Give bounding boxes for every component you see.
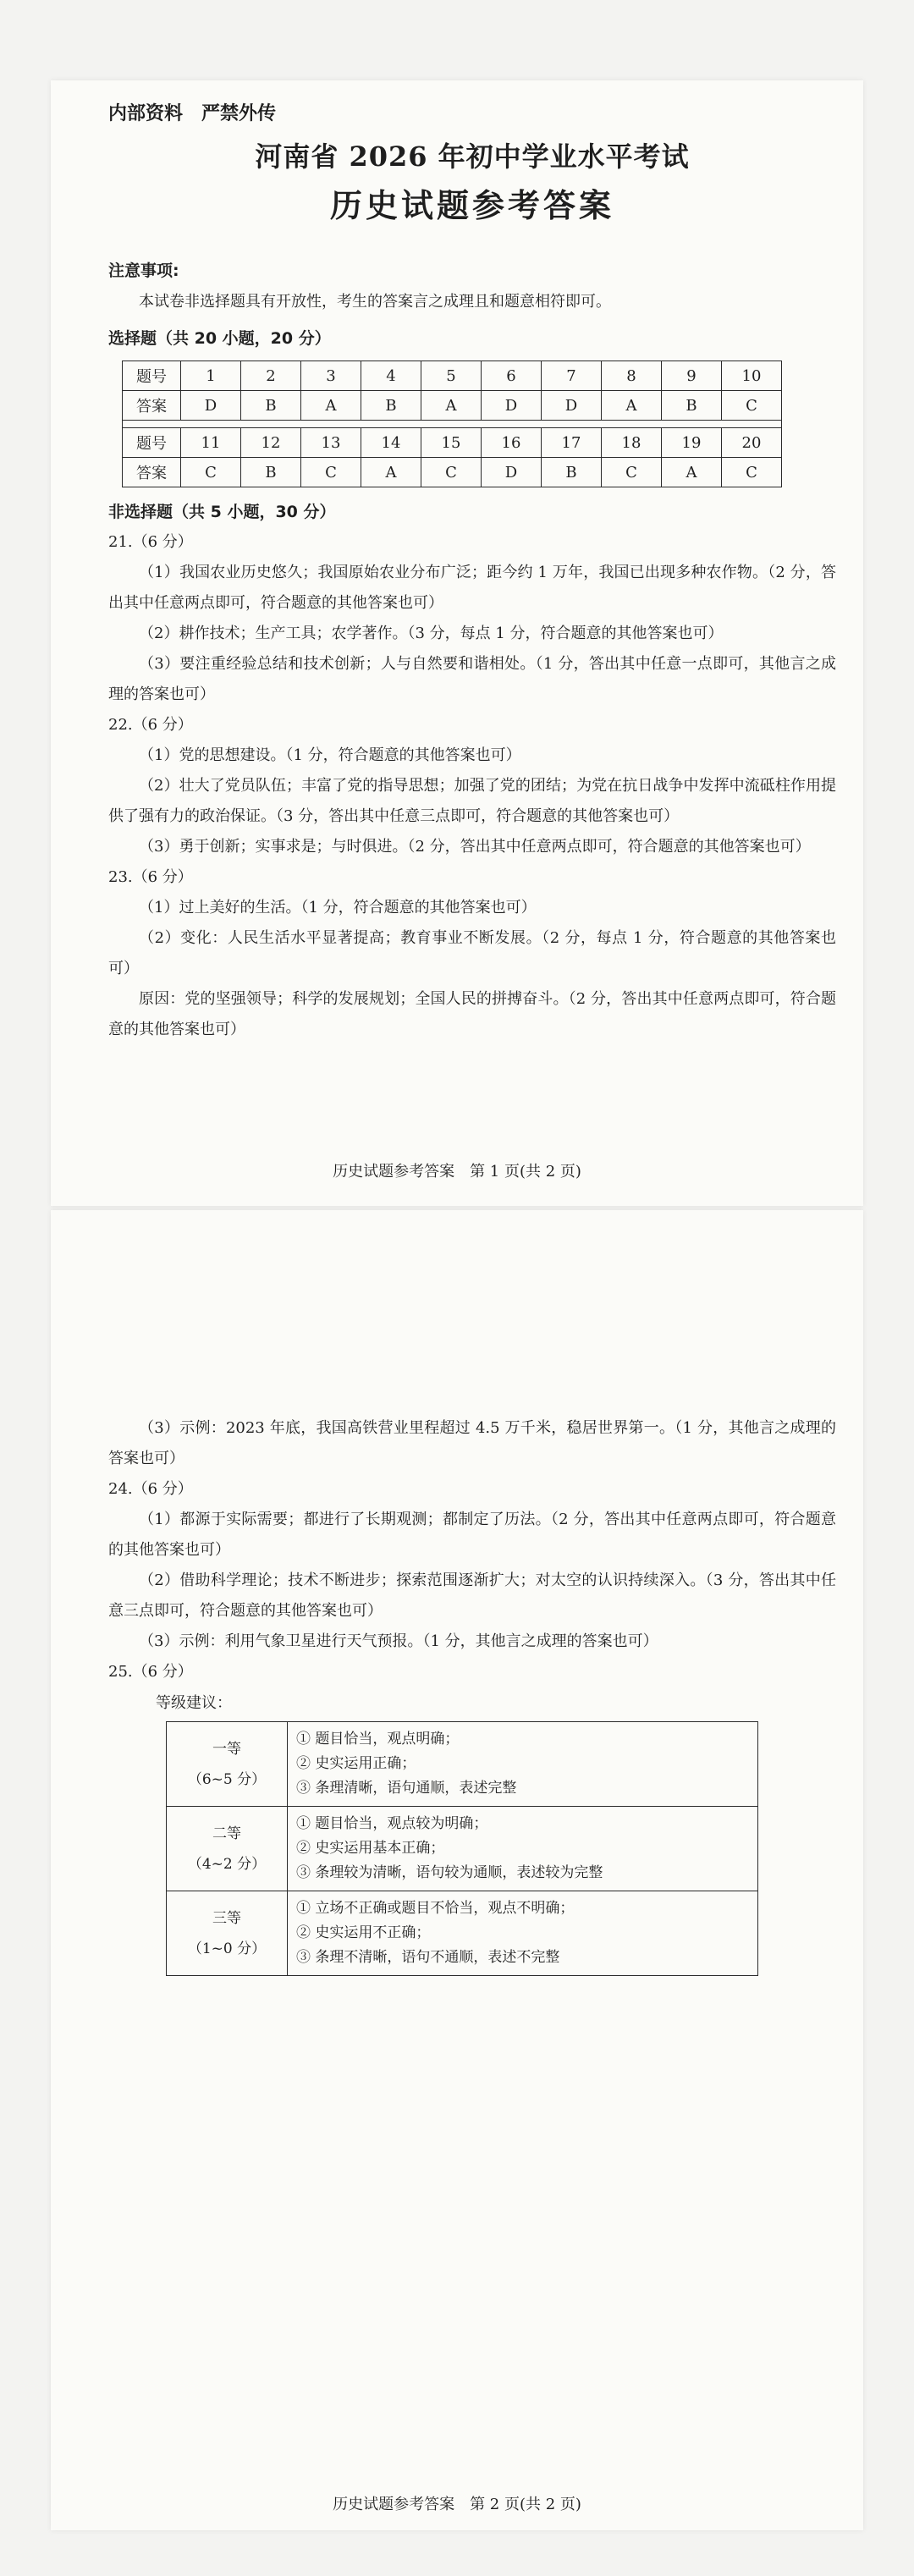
criterion: ③ 条理清晰，语句通顺，表述完整: [296, 1780, 517, 1797]
mc-answer: C: [421, 458, 482, 487]
mc-answer-row: [123, 458, 782, 487]
mc-number: 16: [482, 428, 542, 458]
q22-answer-2: （2）壮大了党员队伍；丰富了党的指导思想；加强了党的团结；为党在抗日战争中发挥中流砥柱作用提供了强有力的政治保证。（3 分，答出其中任意三点即可，符合题意的其他答案也可）: [108, 777, 836, 826]
q22-answer-3: （3）勇于创新；实事求是；与时俱进。（2 分，答出其中任意两点即可，符合题意的其他答案也可）: [139, 838, 811, 856]
criterion: ② 史实运用正确；: [296, 1755, 416, 1772]
mc-answer-row: [123, 391, 782, 421]
mc-answer: C: [301, 458, 361, 487]
grade-row: [167, 1891, 758, 1976]
grade-criteria: [288, 1807, 758, 1891]
mc-number: 20: [722, 428, 782, 458]
mc-answer: B: [662, 391, 722, 421]
grade-name: 二等: [212, 1825, 241, 1842]
mc-number: 6: [482, 361, 542, 391]
criterion: ③ 条理较为清晰，语句较为通顺，表述较为完整: [296, 1864, 603, 1881]
criterion: ② 史实运用不正确；: [296, 1924, 431, 1941]
grade-name: 一等: [212, 1740, 241, 1758]
grade-row: [167, 1807, 758, 1891]
exam-subtitle: 历史试题参考答案: [329, 186, 614, 225]
mc-number-row: [123, 428, 782, 458]
grade-name: 三等: [212, 1909, 241, 1927]
mc-number: 12: [241, 428, 301, 458]
page-2-footer: 历史试题参考答案 第 2 页(共 2 页): [333, 2496, 581, 2513]
q25-heading: 25.（6 分）: [108, 1663, 193, 1681]
grade-level: [167, 1807, 288, 1891]
mc-answer-table: [122, 361, 782, 487]
mc-number: 4: [361, 361, 421, 391]
criterion: ③ 条理不清晰，语句不通顺，表述不完整: [296, 1949, 560, 1966]
mc-answer: D: [482, 458, 542, 487]
gap-cell: [123, 421, 782, 428]
mc-q-label: 题号: [123, 361, 181, 391]
mc-number: 11: [181, 428, 241, 458]
grade-suggestion-label: 等级建议：: [156, 1694, 232, 1712]
mc-number: 10: [722, 361, 782, 391]
q24-heading: 24.（6 分）: [108, 1480, 193, 1498]
mc-answer: B: [241, 391, 301, 421]
nonmc-heading: 非选择题（共 5 小题，30 分）: [108, 503, 336, 522]
mc-number: 1: [181, 361, 241, 391]
q24-answer-3: （3）示例：利用气象卫星进行天气预报。（1 分，其他言之成理的答案也可）: [139, 1632, 658, 1650]
mc-q-label: 题号: [123, 428, 181, 458]
answer-page-2: [51, 1210, 863, 2530]
mc-answer: C: [722, 458, 782, 487]
mc-number: 7: [542, 361, 602, 391]
mc-number: 15: [421, 428, 482, 458]
mc-answer: C: [722, 391, 782, 421]
q23-answer-3: （3）示例：2023 年底，我国高铁营业里程超过 4.5 万千米，稳居世界第一。（1 分，其他言之成理的答案也可）: [108, 1419, 836, 1467]
mc-number: 14: [361, 428, 421, 458]
mc-answer: D: [181, 391, 241, 421]
mc-a-label: 答案: [123, 391, 181, 421]
mc-answer: A: [662, 458, 722, 487]
mc-answer: A: [421, 391, 482, 421]
grade-range: （4~2 分）: [187, 1855, 267, 1873]
mc-answer: C: [602, 458, 662, 487]
mc-number: 18: [602, 428, 662, 458]
mc-answer: D: [482, 391, 542, 421]
q21-heading: 21.（6 分）: [108, 533, 193, 552]
q22-answer-1: （1）党的思想建设。（1 分，符合题意的其他答案也可）: [139, 746, 521, 765]
answer-page-1: [51, 80, 863, 1206]
q23-heading: 23.（6 分）: [108, 868, 193, 887]
mc-number: 8: [602, 361, 662, 391]
q21-answer-3: （3）要注重经验总结和技术创新；人与自然要和谐相处。（1 分，答出其中任意一点即可，其他言之成理的答案也可）: [108, 655, 836, 704]
mc-number: 3: [301, 361, 361, 391]
page-1-content: [108, 99, 836, 1045]
q24-answer-2: （2）借助科学理论；技术不断进步；探索范围逐渐扩大；对太空的认识持续深入。（3 分，答出其中任意三点即可，符合题意的其他答案也可）: [108, 1571, 836, 1620]
grade-level: [167, 1891, 288, 1976]
grade-table: [166, 1721, 758, 1976]
grade-range: （6~5 分）: [187, 1770, 267, 1788]
mc-answer: B: [542, 458, 602, 487]
mc-number: 9: [662, 361, 722, 391]
criterion: ① 立场不正确或题目不恰当，观点不明确；: [296, 1900, 575, 1917]
mc-heading: 选择题（共 20 小题，20 分）: [108, 329, 331, 349]
page-1-footer: 历史试题参考答案 第 1 页(共 2 页): [333, 1163, 581, 1181]
grade-row: [167, 1722, 758, 1807]
mc-answer: A: [602, 391, 662, 421]
mc-answer: B: [361, 391, 421, 421]
mc-answer: A: [301, 391, 361, 421]
mc-number: 2: [241, 361, 301, 391]
notice-text: 本试卷非选择题具有开放性，考生的答案言之成理且和题意相符即可。: [139, 293, 611, 311]
grade-level: [167, 1722, 288, 1807]
q21-answer-2: （2）耕作技术；生产工具；农学著作。（3 分，每点 1 分，符合题意的其他答案也可）: [139, 625, 724, 643]
page-2-content: [108, 1413, 836, 1976]
grade-criteria: [288, 1722, 758, 1807]
mc-answer: A: [361, 458, 421, 487]
mc-number: 5: [421, 361, 482, 391]
mc-a-label: 答案: [123, 458, 181, 487]
mc-number: 13: [301, 428, 361, 458]
mc-number: 19: [662, 428, 722, 458]
confidential-mark: 内部资料 严禁外传: [108, 103, 277, 124]
mc-answer: B: [241, 458, 301, 487]
q24-answer-1: （1）都源于实际需要；都进行了长期观测；都制定了历法。（2 分，答出其中任意两点即可，符合题意的其他答案也可）: [108, 1511, 836, 1559]
mc-table-gap: [123, 421, 782, 428]
q23-answer-1: （1）过上美好的生活。（1 分，符合题意的其他答案也可）: [139, 899, 537, 917]
criterion: ① 题目恰当，观点较为明确；: [296, 1815, 488, 1832]
q23-answer-2: （2）变化：人民生活水平显著提高；教育事业不断发展。（2 分，每点 1 分，符合题意的其他答案也可）: [108, 929, 836, 978]
mc-number-row: [123, 361, 782, 391]
notice-heading: 注意事项:: [108, 261, 179, 281]
grade-range: （1~0 分）: [187, 1940, 267, 1957]
q22-heading: 22.（6 分）: [108, 716, 193, 735]
mc-answer: C: [181, 458, 241, 487]
criterion: ② 史实运用基本正确；: [296, 1840, 445, 1857]
q21-answer-1: （1）我国农业历史悠久；我国原始农业分布广泛；距今约 1 万年，我国已出现多种农作物。（2 分，答出其中任意两点即可，符合题意的其他答案也可）: [108, 564, 836, 613]
q23-answer-2-reason: 原因：党的坚强领导；科学的发展规划；全国人民的拼搏奋斗。（2 分，答出其中任意两点即可，符合题意的其他答案也可）: [108, 990, 836, 1039]
criterion: ① 题目恰当，观点明确；: [296, 1731, 460, 1748]
mc-number: 17: [542, 428, 602, 458]
exam-title: 河南省 2026 年初中学业水平考试: [255, 140, 690, 173]
mc-answer: D: [542, 391, 602, 421]
grade-criteria: [288, 1891, 758, 1976]
